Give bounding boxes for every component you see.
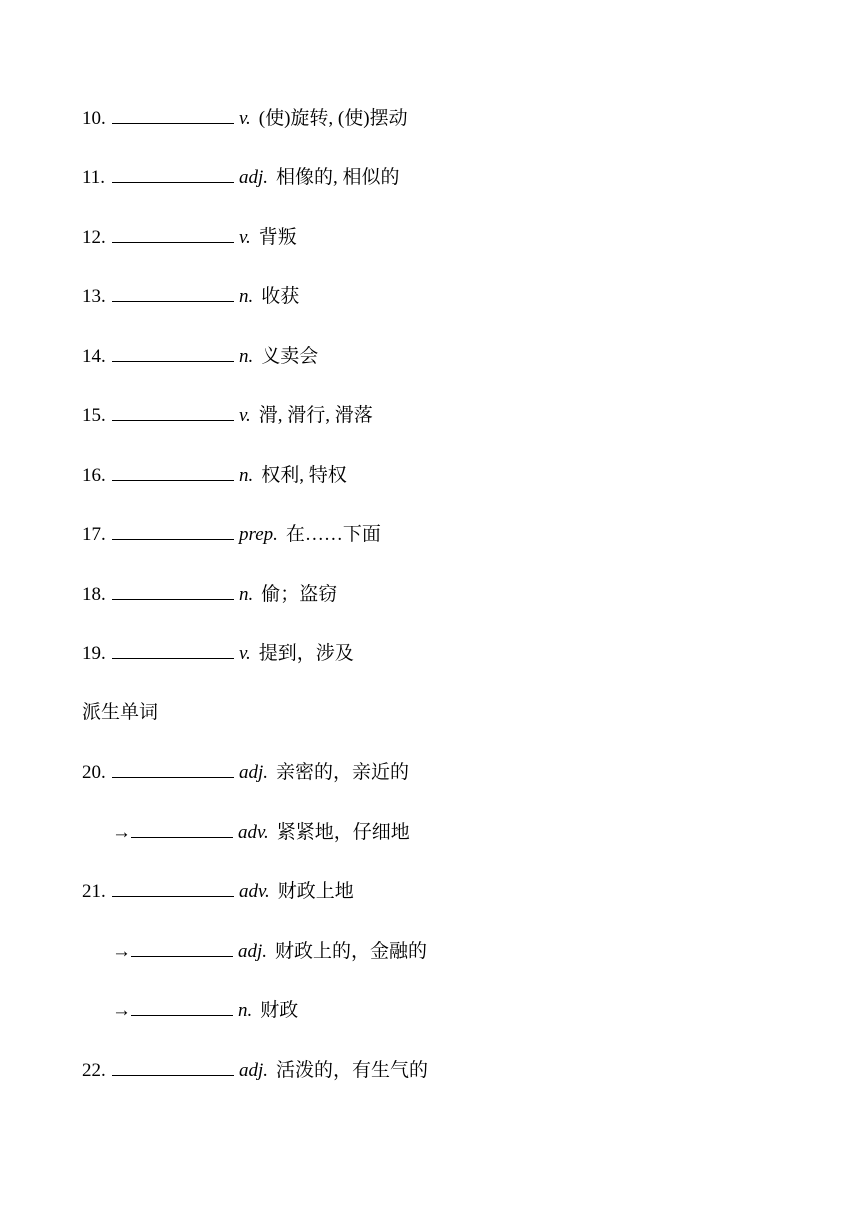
vocab-item [82,462,347,488]
section-title: 派生单词 [82,702,159,723]
answer-blank[interactable] [112,759,234,778]
answer-blank[interactable] [112,462,234,481]
chinese-meaning: 财政上地 [277,881,354,902]
part-of-speech: v. [239,643,251,664]
part-of-speech: n. [239,584,254,605]
chinese-meaning: 滑, 滑行, 滑落 [258,405,373,426]
answer-blank[interactable] [112,640,234,659]
part-of-speech: adv. [238,822,269,843]
derived-item [112,938,427,964]
vocab-item [82,164,400,190]
vocab-item [82,759,409,785]
item-number: 10. [82,108,106,129]
chinese-meaning: 收获 [261,286,300,307]
answer-blank[interactable] [112,105,234,124]
answer-blank[interactable] [112,283,234,302]
item-number: 22. [82,1060,106,1081]
vocab-item [82,402,373,428]
answer-blank[interactable] [112,521,234,540]
chinese-meaning: (使)旋转, (使)摆动 [258,108,408,129]
chinese-meaning: 提到，涉及 [258,643,354,664]
vocab-item [82,581,337,607]
chinese-meaning: 活泼的，有生气的 [276,1060,429,1081]
vocab-item [82,343,318,369]
answer-blank[interactable] [112,1057,234,1076]
item-number: 11. [82,167,106,188]
answer-blank[interactable] [112,343,234,362]
vocab-item [82,283,299,309]
part-of-speech: adj. [239,167,269,188]
vocab-item [82,640,354,666]
part-of-speech: v. [239,108,251,129]
part-of-speech: v. [239,227,251,248]
chinese-meaning: 相像的, 相似的 [276,167,400,188]
part-of-speech: n. [239,346,254,367]
vocab-item [82,521,381,547]
part-of-speech: adj. [238,941,268,962]
chinese-meaning: 义卖会 [261,346,319,367]
chinese-meaning: 偷；盗窃 [261,584,338,605]
item-number: 14. [82,346,106,367]
answer-blank[interactable] [112,878,234,897]
vocab-item [82,1057,428,1083]
vocab-item [82,105,408,131]
part-of-speech: adj. [239,762,269,783]
derived-item [112,819,410,845]
answer-blank[interactable] [131,819,233,838]
chinese-meaning: 亲密的，亲近的 [276,762,410,783]
part-of-speech: v. [239,405,251,426]
part-of-speech: n. [239,286,254,307]
answer-blank[interactable] [112,164,234,183]
item-number: 15. [82,405,106,426]
item-number: 18. [82,584,106,605]
part-of-speech: n. [238,1000,253,1021]
part-of-speech: adv. [239,881,270,902]
answer-blank[interactable] [131,997,233,1016]
arrow-icon: → [112,941,131,962]
part-of-speech: prep. [239,524,278,545]
chinese-meaning: 财政上的，金融的 [275,941,428,962]
item-number: 17. [82,524,106,545]
chinese-meaning: 财政 [260,1000,299,1021]
item-number: 16. [82,465,106,486]
answer-blank[interactable] [131,938,233,957]
chinese-meaning: 背叛 [258,227,297,248]
item-number: 13. [82,286,106,307]
answer-blank[interactable] [112,581,234,600]
item-number: 12. [82,227,106,248]
answer-blank[interactable] [112,402,234,421]
part-of-speech: adj. [239,1060,269,1081]
vocab-item [82,878,354,904]
item-number: 19. [82,643,106,664]
part-of-speech: n. [239,465,254,486]
answer-blank[interactable] [112,224,234,243]
item-number: 21. [82,881,106,902]
vocab-item [82,224,297,250]
arrow-icon: → [112,822,131,843]
chinese-meaning: 在……下面 [285,524,381,545]
chinese-meaning: 紧紧地，仔细地 [276,822,410,843]
arrow-icon: → [112,1000,131,1021]
derived-item [112,997,298,1023]
item-number: 20. [82,762,106,783]
chinese-meaning: 权利, 特权 [261,465,347,486]
